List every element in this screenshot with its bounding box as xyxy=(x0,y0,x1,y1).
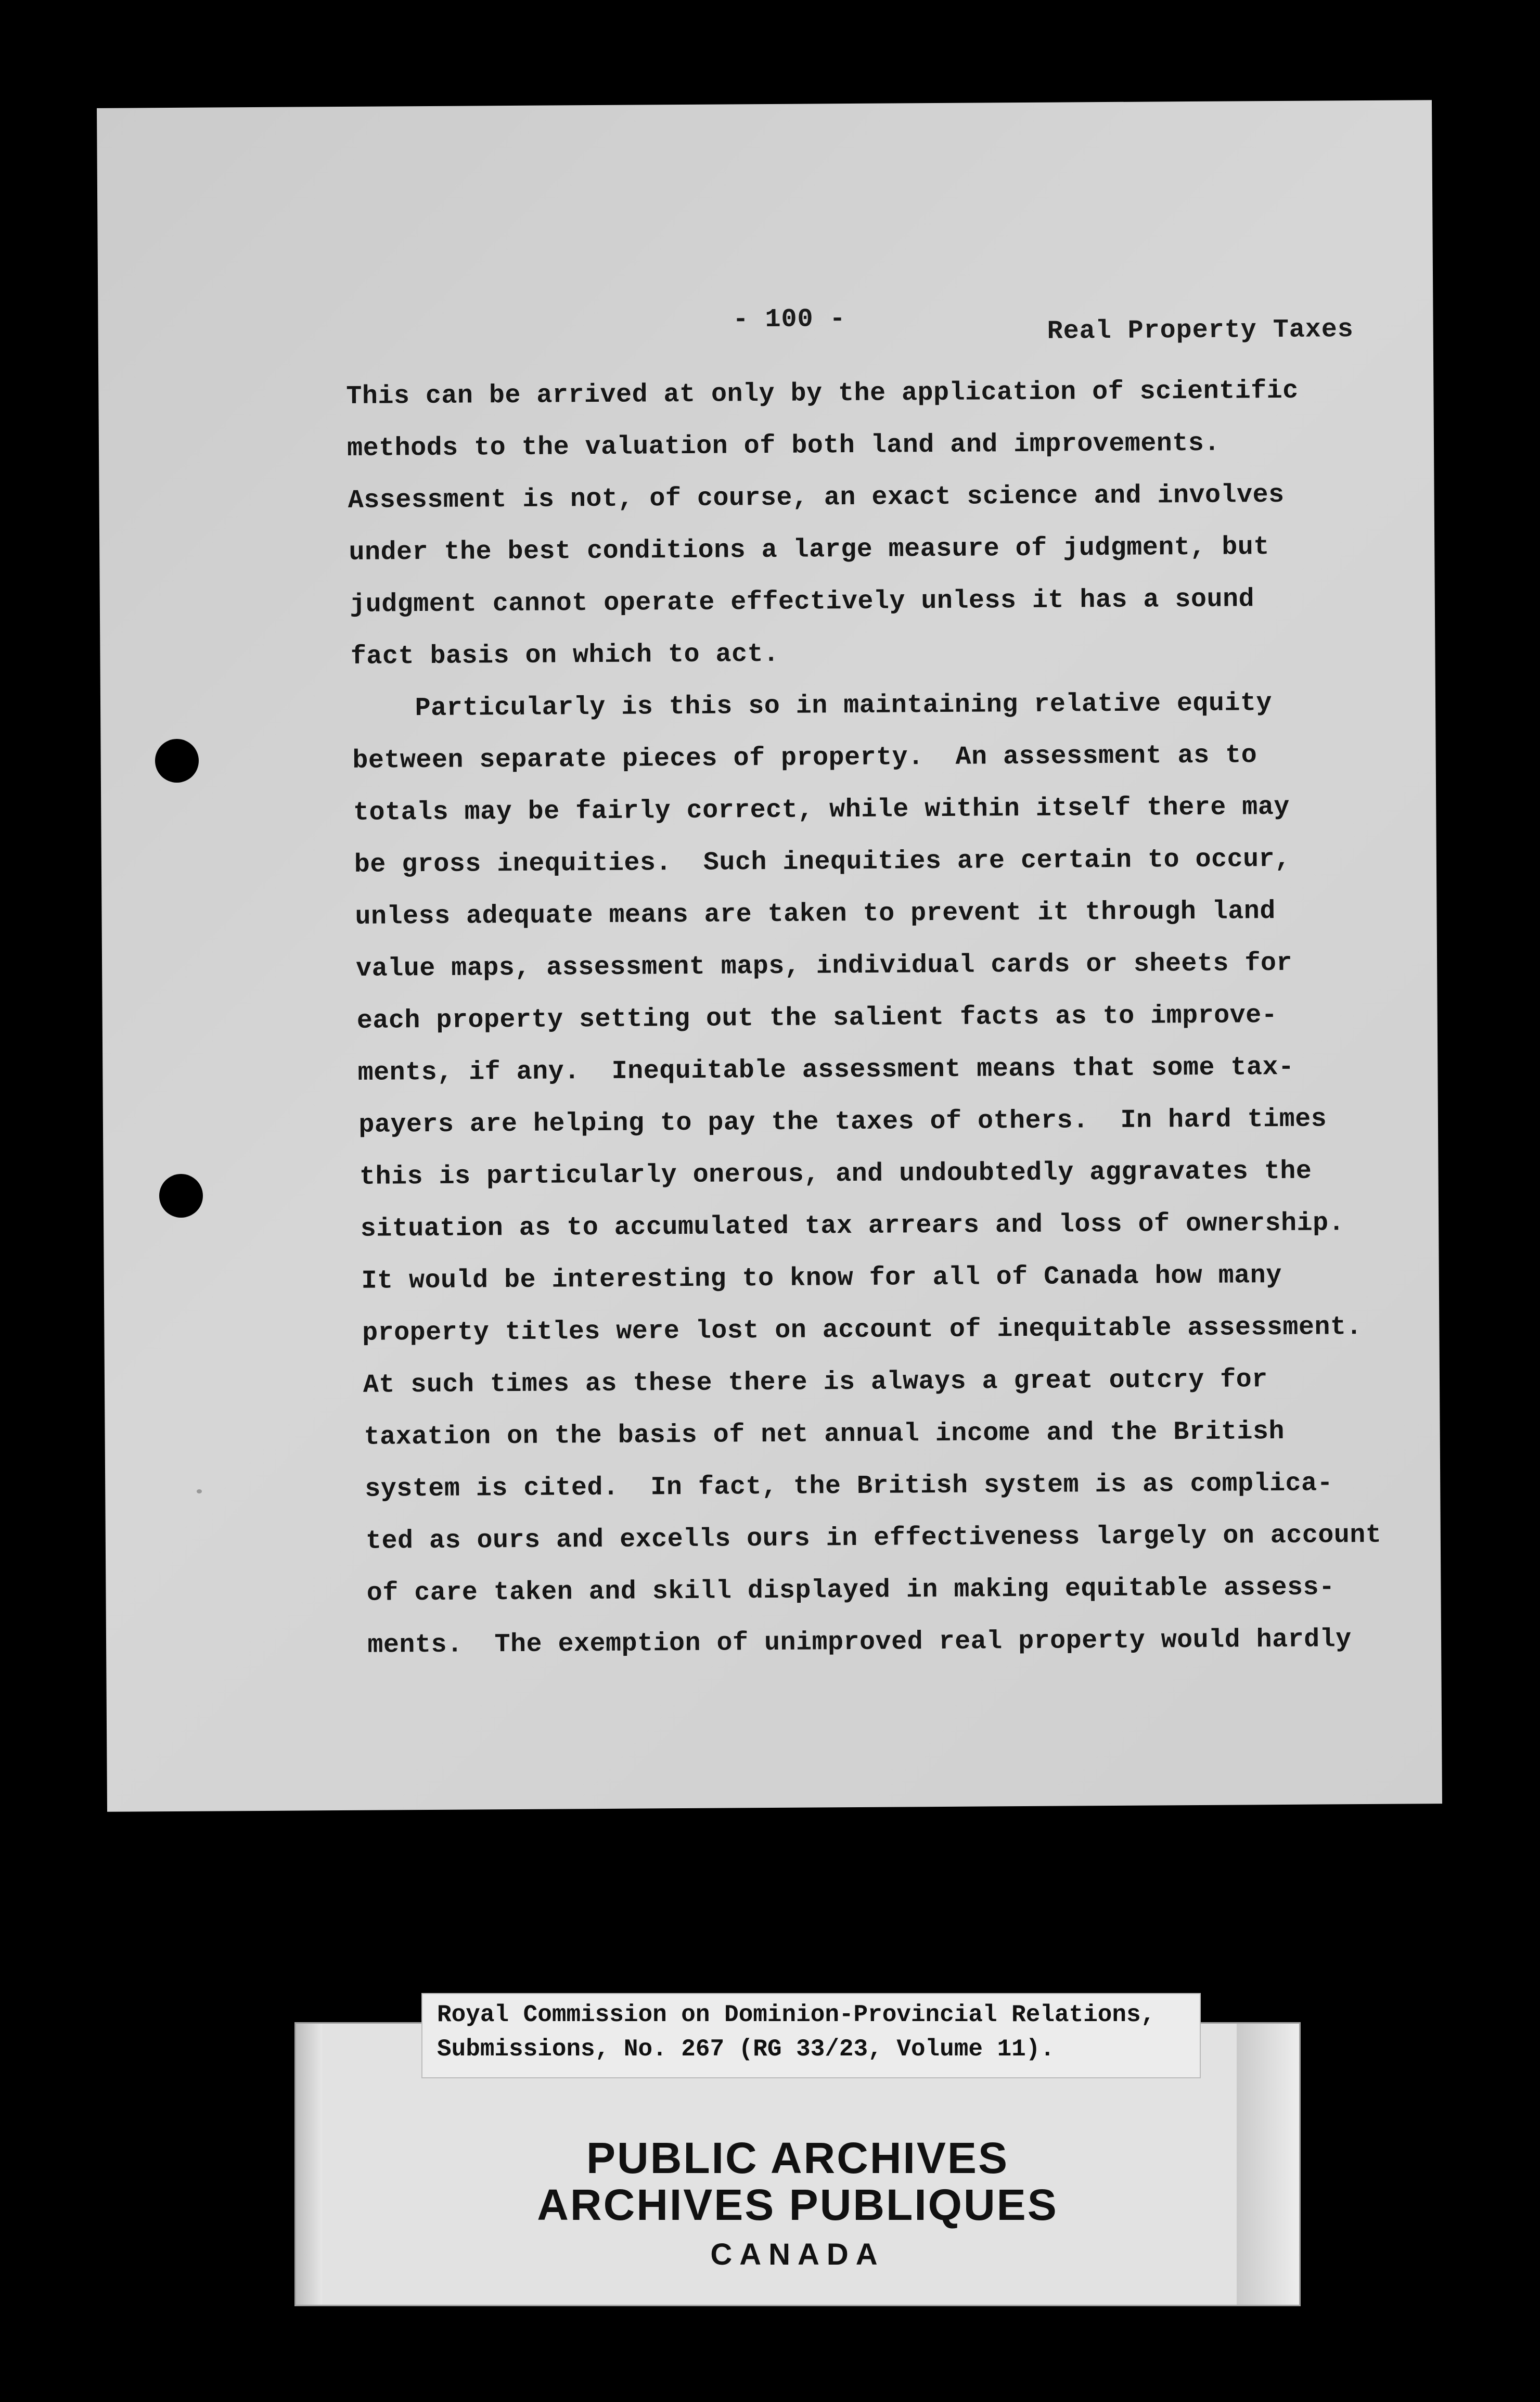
punch-hole-top xyxy=(155,739,199,783)
archive-label-line-1: Royal Commission on Dominion-Provincial Relations, xyxy=(437,2001,1156,2028)
text-line: unless adequate means are taken to prevent it through land xyxy=(355,897,1276,932)
archive-label-line-2: Submissions, No. 267 (RG 33/23, Volume 11). xyxy=(437,2036,1055,2063)
speck xyxy=(197,1489,202,1493)
text-line: judgment cannot operate effectively unless it has a sound xyxy=(350,584,1255,620)
text-line: system is cited. In fact, the British system is as complica- xyxy=(365,1468,1333,1504)
page-number: - 100 - xyxy=(733,304,846,335)
text-line: of care taken and skill displayed in making equitable assess- xyxy=(366,1573,1335,1608)
text-line: ted as ours and excells ours in effectiveness largely on account xyxy=(365,1520,1382,1556)
text-line: each property setting out the salient facts as to improve- xyxy=(356,1001,1278,1036)
text-line: totals may be fairly correct, while within itself there may xyxy=(353,792,1290,828)
body-text xyxy=(346,364,1446,1672)
text-line: This can be arrived at only by the application of scientific xyxy=(346,376,1299,412)
text-line: be gross inequities. Such inequities are certain to occur, xyxy=(354,844,1291,880)
text-line: situation as to accumulated tax arrears and loss of ownership. xyxy=(360,1208,1345,1244)
stamp-line-canada: CANADA xyxy=(710,2238,885,2271)
text-line: ments, if any. Inequitable assessment means that some tax- xyxy=(357,1052,1294,1088)
text-line: At such times as these there is always a great outcry for xyxy=(363,1365,1268,1400)
stamp-line-archives-publiques: ARCHIVES PUBLIQUES xyxy=(537,2180,1058,2229)
running-header: Real Property Taxes xyxy=(1047,315,1354,347)
text-line: taxation on the basis of net annual income and the British xyxy=(364,1416,1285,1452)
text-line: value maps, assessment maps, individual cards or sheets for xyxy=(356,948,1293,984)
text-line: between separate pieces of property. An assessment as to xyxy=(352,740,1257,776)
text-line: ments. The exemption of unimproved real property would hardly xyxy=(367,1625,1352,1660)
text-line: It would be interesting to know for all of Canada how many xyxy=(361,1260,1282,1296)
archive-reference-label xyxy=(421,1993,1201,2078)
document-page xyxy=(97,100,1442,1812)
text-line: fact basis on which to act. xyxy=(350,639,779,672)
text-line: payers are helping to pay the taxes of others. In hard times xyxy=(358,1104,1327,1140)
text-line: this is particularly onerous, and undoubtedly aggravates the xyxy=(359,1156,1312,1192)
stamp-line-public-archives: PUBLIC ARCHIVES xyxy=(586,2133,1009,2182)
text-line: methods to the valuation of both land and improvements. xyxy=(346,428,1221,464)
text-line: Particularly is this so in maintaining relative equity xyxy=(351,688,1273,724)
text-line: Assessment is not, of course, an exact science and involves xyxy=(348,480,1285,516)
text-line: under the best conditions a large measure of judgment, but xyxy=(349,532,1269,568)
text-line: property titles were lost on account of inequitable assessment. xyxy=(362,1312,1363,1348)
punch-hole-bottom xyxy=(159,1174,203,1218)
